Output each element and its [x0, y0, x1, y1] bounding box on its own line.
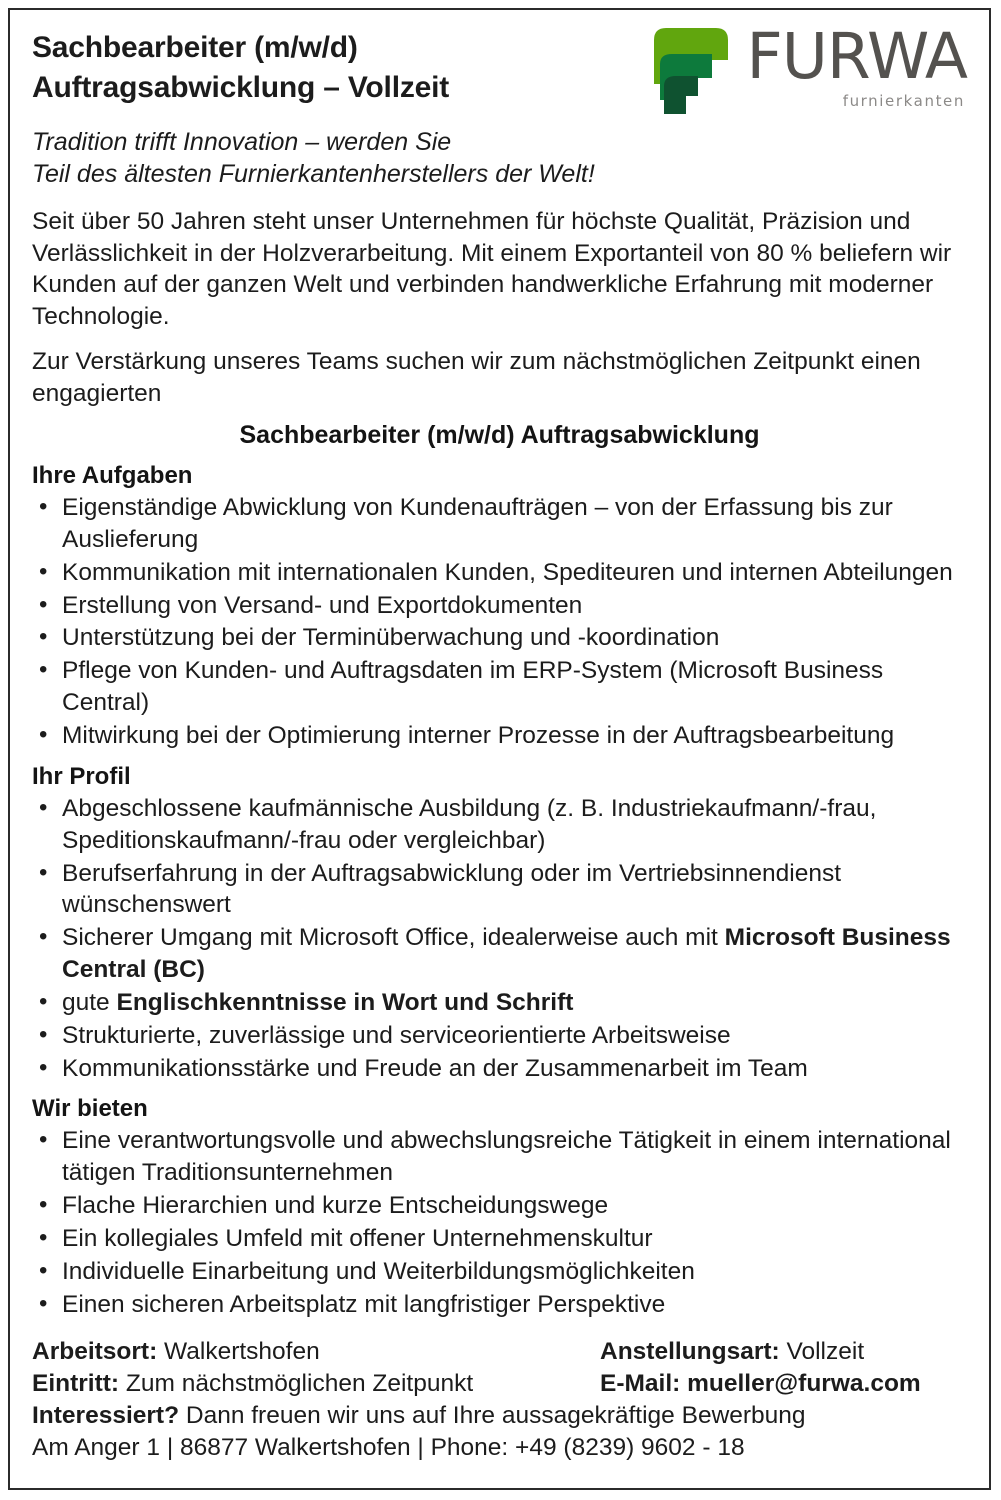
list-item: [32, 557, 967, 589]
footer-email-label: E-Mail:: [600, 1370, 681, 1398]
list-item-text: Unterstützung bei der Terminüberwachung und -koordination: [62, 624, 720, 652]
bullet-list-wir-bieten: [32, 1125, 967, 1320]
furwa-f-mark-icon: [652, 26, 730, 116]
list-item-text: Abgeschlossene kaufmännische Ausbildung (z. B. Industriekaufmann/-frau, Speditionskaufmann/-frau oder vergleichbar): [62, 794, 877, 854]
footer-address-line: Am Anger 1 | 86877 Walkertshofen | Phone: +49 (8239) 9602 - 18: [32, 1434, 745, 1461]
list-item: [32, 492, 967, 556]
footer-anstellungsart: [600, 1336, 967, 1368]
list-item-text: Mitwirkung bei der Optimierung interner Prozesse in der Auftragsbearbeitung: [62, 721, 895, 749]
footer-arbeitsort-value: Walkertshofen: [164, 1338, 320, 1366]
list-item-text: Berufserfahrung in der Auftragsabwicklung oder im Vertriebsinnendienst wünschenswert: [62, 859, 841, 919]
footer-arbeitsort-label: Arbeitsort:: [32, 1338, 158, 1366]
list-item: [32, 858, 967, 922]
list-item: [32, 655, 967, 719]
list-item: [32, 1190, 967, 1222]
list-item-text: Individuelle Einarbeitung und Weiterbildungsmöglichkeiten: [62, 1257, 695, 1285]
footer-interest-text: Dann freuen wir uns auf Ihre aussagekräftige Bewerbung: [185, 1402, 806, 1430]
list-item: [32, 922, 967, 986]
footer-eintritt: [32, 1368, 600, 1400]
bullet-list-aufgaben: [32, 492, 967, 752]
list-item-text: Kommunikationsstärke und Freude an der Zusammenarbeit im Team: [62, 1054, 808, 1082]
logo-tagline: furnierkanten: [842, 91, 965, 110]
footer-email[interactable]: [600, 1368, 967, 1400]
company-logo: [652, 20, 967, 116]
list-item-text: Flache Hierarchien und kurze Entscheidungswege: [62, 1192, 609, 1220]
list-item: [32, 1053, 967, 1085]
logo-wordmark: FURWA: [746, 20, 967, 93]
lead-tagline-line-1: Tradition trifft Innovation – werden Sie: [32, 128, 452, 156]
list-item-emphasis: Microsoft Business Central (BC): [62, 924, 951, 984]
footer-arbeitsort: [32, 1336, 600, 1368]
lead-tagline: [32, 126, 967, 190]
list-item: [32, 720, 967, 752]
footer-email-value[interactable]: mueller@furwa.com: [687, 1370, 921, 1398]
job-title-block: [32, 24, 449, 108]
list-item-text: Erstellung von Versand- und Exportdokumenten: [62, 591, 583, 619]
job-title-line-2: Auftragsabwicklung – Vollzeit: [32, 70, 450, 104]
list-item: [32, 590, 967, 622]
bullet-list-profil: [32, 793, 967, 1085]
list-item-text: Sicherer Umgang mit Microsoft Office, idealerweise auch mit: [62, 924, 725, 952]
list-item: [32, 1223, 967, 1255]
section-title-aufgaben: Ihre Aufgaben: [32, 462, 193, 490]
list-item-text: Strukturierte, zuverlässige und serviceorientierte Arbeitsweise: [62, 1021, 731, 1049]
list-item: [32, 987, 967, 1019]
lead-tagline-line-2: Teil des ältesten Furnierkantenherstellers der Welt!: [32, 160, 595, 188]
list-item-text: Einen sicheren Arbeitsplatz mit langfristiger Perspektive: [62, 1290, 666, 1318]
list-item: [32, 1289, 967, 1321]
footer-eintritt-label: Eintritt:: [32, 1370, 120, 1398]
position-headline: Sachbearbeiter (m/w/d) Auftragsabwicklung: [239, 420, 760, 449]
footer-anstellungsart-label: Anstellungsart:: [600, 1338, 780, 1366]
footer-eintritt-value: Zum nächstmöglichen Zeitpunkt: [125, 1370, 474, 1398]
list-item-text: Eine verantwortungsvolle und abwechslungsreiche Tätigkeit in einem international tätigen Traditionsunternehmen: [62, 1127, 951, 1187]
list-item: [32, 1125, 967, 1189]
list-item-text: gute: [62, 988, 117, 1016]
intro-paragraph-1: Seit über 50 Jahren steht unser Unternehmen für höchste Qualität, Präzision und Verlässlichkeit in der Holzverarbeitung. Mit einem Exportanteil von 80 % beliefern wir Kunden auf der ganzen Welt und verbinden handwerkliche Erfahrung mit moderner Technologie.: [32, 208, 952, 330]
footer-anstellungsart-value: Vollzeit: [786, 1338, 865, 1366]
footer-interest-line: [32, 1400, 967, 1432]
footer-interest-label: Interessiert?: [32, 1402, 180, 1430]
section-title-profil: Ihr Profil: [32, 762, 131, 790]
list-item: [32, 1020, 967, 1052]
list-item: [32, 1256, 967, 1288]
list-item-text: Ein kollegiales Umfeld mit offener Unternehmenskultur: [62, 1224, 653, 1252]
footer-facts-grid: [32, 1336, 967, 1400]
ad-header: [32, 20, 967, 116]
list-item-text: Kommunikation mit internationalen Kunden, Spediteuren und internen Abteilungen: [62, 558, 953, 586]
list-item-emphasis: Englischkenntnisse in Wort und Schrift: [116, 988, 574, 1016]
list-item: [32, 622, 967, 654]
intro-paragraph-2: Zur Verstärkung unseres Teams suchen wir zum nächstmöglichen Zeitpunkt einen engagierten: [32, 348, 921, 407]
ad-sections: [32, 461, 967, 1320]
logo-type-block: [746, 20, 967, 110]
job-ad-frame: [8, 8, 991, 1490]
section-title-wir-bieten: Wir bieten: [32, 1095, 148, 1123]
list-item-text: Eigenständige Abwicklung von Kundenaufträgen – von der Erfassung bis zur Auslieferung: [62, 494, 893, 553]
list-item: [32, 793, 967, 857]
ad-footer: [32, 1336, 967, 1463]
job-title-line-1: Sachbearbeiter (m/w/d): [32, 31, 358, 64]
list-item-text: Pflege von Kunden- und Auftragsdaten im ERP-System (Microsoft Business Central): [62, 657, 884, 717]
